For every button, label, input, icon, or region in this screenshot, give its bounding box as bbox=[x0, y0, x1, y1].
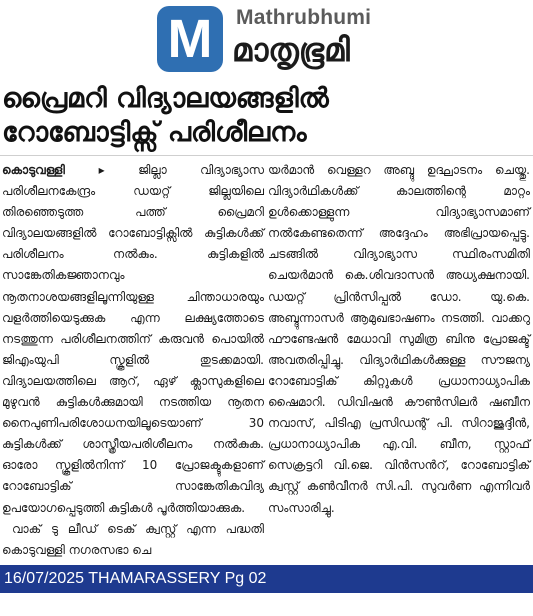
footer-bar bbox=[0, 565, 533, 593]
headline-divider bbox=[0, 155, 533, 156]
headline-line-1: പ്രൈമറി വിദ്യാലയങ്ങളിൽ bbox=[2, 83, 329, 114]
masthead bbox=[0, 0, 533, 75]
article-column-right bbox=[268, 160, 530, 519]
brand-name-malayalam: മാതൃഭൂമി bbox=[232, 31, 350, 69]
logo-letter: M bbox=[167, 9, 213, 69]
mathrubhumi-logo-icon bbox=[157, 6, 223, 72]
brand-name-english: Mathrubhumi bbox=[236, 6, 372, 29]
edition-info: 16/07/2025 THAMARASSERY Pg 02 bbox=[4, 570, 267, 587]
article-headline bbox=[2, 82, 531, 150]
dateline: കൊടുവള്ളി ▸ bbox=[2, 163, 105, 177]
headline-line-2: റോബോട്ടിക്സ് പരിശീലനം bbox=[2, 117, 307, 148]
article-column-left bbox=[2, 160, 264, 561]
paragraph-text: ജില്ലാ വിദ്യാഭ്യാസ പരിശീലനകേന്ദ്രം ഡയറ്റ് ജില്ലയിലെ തിരഞ്ഞെടുത്ത പത്ത് പ്രൈമറി വിദ്യാലയങ്ങളിൽ റോബോട്ടിക്സിൽ കുട്ടികൾക്ക് പരിശീലനം നൽകും. കുട്ടികളിൽ സാങ്കേതികജ്ഞാനവും നൂതനാശയങ്ങളിലൂന്നിയുള്ള ചിന്താധാരയും വളർത്തിയെടുക്കുക എന്ന ലക്ഷ്യത്തോടെ നടത്തുന്ന പരിശീലനത്തിന് കരുവൻ പൊയിൽ ജിഎംയുപി സ്കൂളിൽ തുടക്കമായി. വിദ്യാലയത്തിലെ ആറ്, ഏഴ് ക്ലാസുകളിലെ മുഴുവൻ കുട്ടികൾക്കുമായി നടത്തിയ നൂതന നൈപുണിപരിശോധനയിലൂടെയാണ് 30 കുട്ടികൾക്ക് ശാസ്ത്രീയപരിശീലനം നൽകുക. ഓരോ സ്കൂളിൽനിന്ന് 10 പ്രോജക്ടുകളാണ് റോബോട്ടിക് സാങ്കേതികവിദ്യ ഉപയോഗപ്പെടുത്തി കുട്ടികൾ പൂർത്തിയാക്കുക. bbox=[2, 163, 264, 515]
article-paragraph: വാക് ടു ലീഡ് ടെക് ക്വസ്റ്റ് എന്ന പദ്ധതി കൊടുവള്ളി നഗരസഭാ ചെ bbox=[2, 521, 264, 557]
article-paragraph: യർമാൻ വെള്ളറ അബ്ദു ഉദ്ഘാടനം ചെയ്തു. വിദ്യാർഥികൾക്ക് കാലത്തിന്റെ മാറ്റം ഉൾക്കൊള്ളുന്ന വിദ്യാഭ്യാസമാണ് നൽകേണ്ടതെന്ന് അദ്ദേഹം അഭിപ്രായപ്പെട്ടു. ചടങ്ങിൽ വിദ്യാഭ്യാസ സ്ഥിരംസമിതി ചെയർമാൻ കെ.ശിവദാസൻ അധ്യക്ഷനായി. ഡയറ്റ് പ്രിൻസിപ്പൽ ഡോ. യു.കെ. അബ്ദുന്നാസർ ആമുഖഭാഷണം നടത്തി. വാക്കറു ഫൗണ്ടേഷൻ മേധാവി സുമിത്ര ബിനു പ്രോജക്ട് അവതരിപ്പിച്ചു. വിദ്യാർഥികൾക്കുള്ള സൗജന്യ റോബോട്ടിക് കിറ്റുകൾ പ്രധാനാധ്യാപിക ഷൈമാറി. ഡിവിഷൻ കൗൺസിലർ ഷബീന നവാസ്, പിടിഎ പ്രസിഡന്റ് പി. സിറാജുദ്ദീൻ, പ്രധാനാധ്യാപിക എ.വി. ബീന, സ്റ്റാഫ് സെക്രട്ടറി വി.ജെ. വിൻസൻറ്, റോബോട്ടിക് ക്വസ്റ്റ് കൺവീനർ സി.പി. സുവർണ എന്നിവർ സംസാരിച്ചു. bbox=[268, 163, 530, 515]
article-paragraph bbox=[2, 160, 264, 519]
